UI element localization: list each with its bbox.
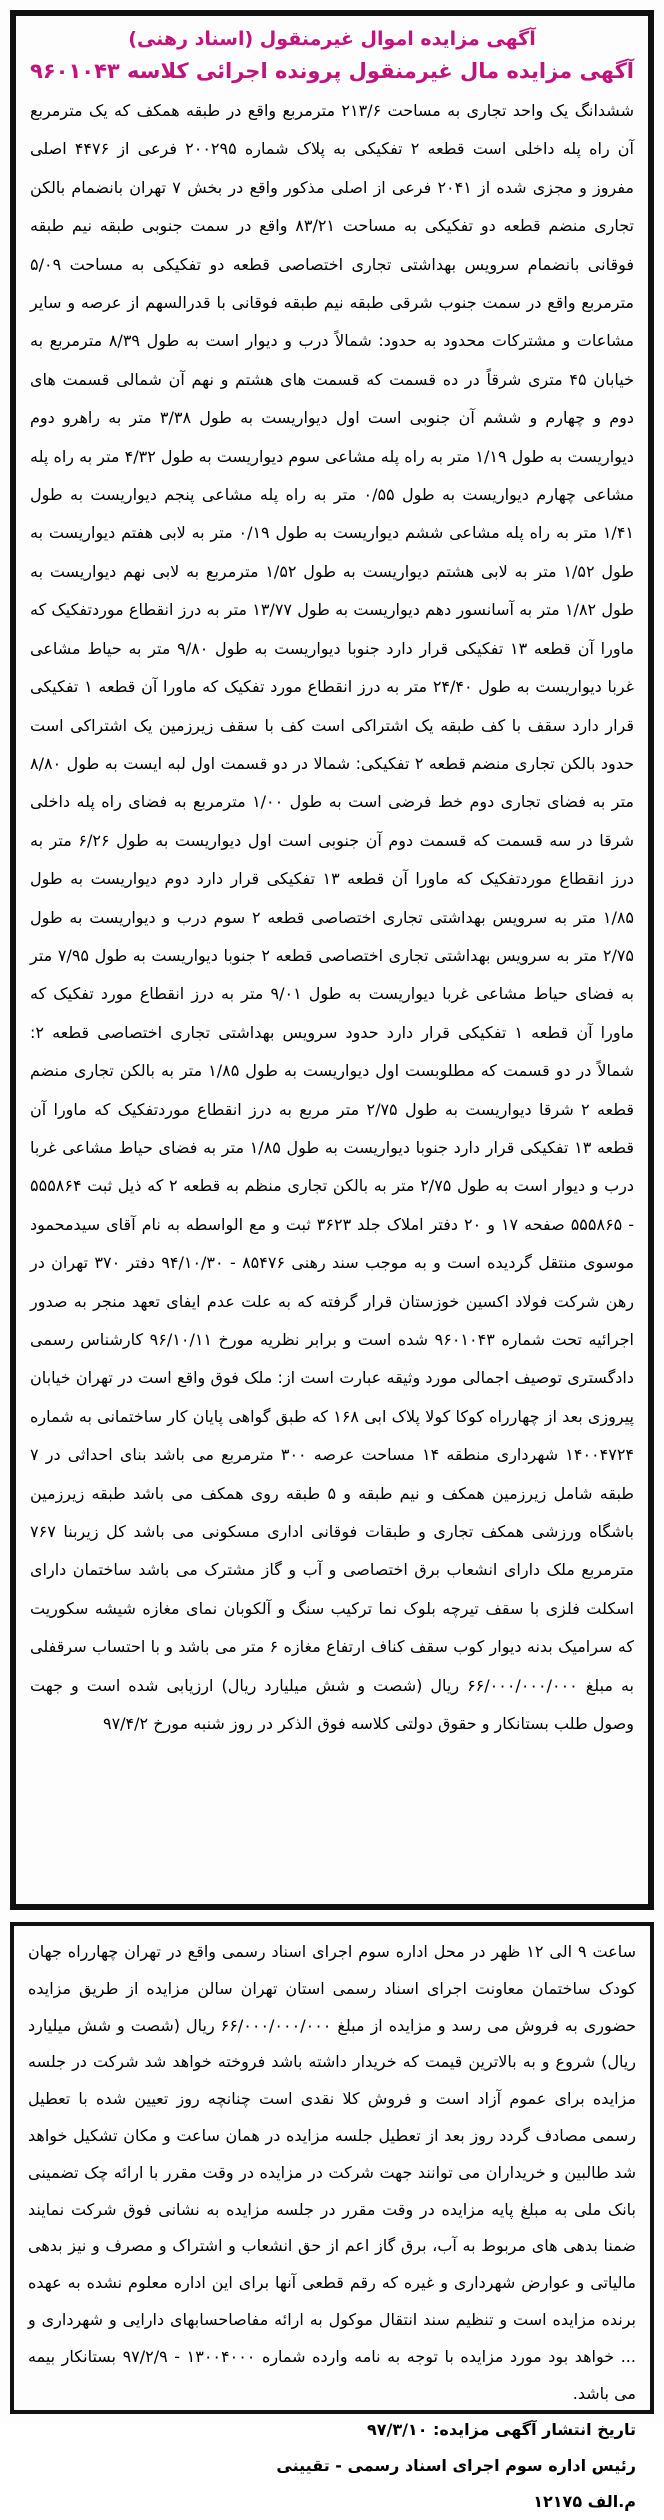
continuation-text: ساعت ۹ الی ۱۲ ظهر در محل اداره سوم اجرای اسناد رسمی واقع در تهران چهارراه جهان کودک ساختمان معاونت اجرای اسناد رسمی استان تهران سالن مزایده از طریق مزایده حضوری به فروش می رسد و مزایده از مبلغ ۶۶/۰۰۰/۰۰۰/۰۰۰ ریال (شصت و شش میلیارد ریال) شروع و به بالاترین قیمت که خریدار داشته باشد فروخته خواهد شد شرکت در جلسه مزایده برای عموم آزاد است و فروش کلا نقدی است چنانچه روز تعیین شده با تعطیل رسمی مصادف گردد روز بعد از تعطیل جلسه مزایده در همان ساعت و مکان تشکیل خواهد شد طالبین و خریداران می توانند جهت شرکت در مزایده در وقت مقرر با ارائه چک تضمینی بانک ملی به مبلغ پایه مزایده در وقت مقرر در جلسه مزایده به نشانی فوق شرکت نمایند ضمنا بدهی های مربوط به آب، برق گاز اعم از حق انشعاب و اشتراک و مصرف و نیز بدهی مالیاتی و عوارض شهرداری و غیره که رقم قطعی آنها برای این اداره معلوم نشده به عهده برنده مزایده است و تنظیم سند انتقال موکول به ارائه مفاصاحسابهای دارایی و شهرداری و ... خواهد بود مورد مزایده با توجه به نامه وارده شماره ۱۳۰۰۴۰۰۰ - ۹۷/۲/۹ بستانکار بیمه می باشد. xyxy=(28,1942,636,2403)
notice-title: آگهی مزایده اموال غیرمنقول (اسناد رهنی) xyxy=(128,28,536,50)
reference-number: م.الف ۱۲۱۷۵ xyxy=(533,2492,636,2512)
notice-subtitle: آگهی مزایده مال غیرمنقول پرونده اجرائی کلاسه ۹۶۰۱۰۴۳ xyxy=(30,59,634,83)
notice-body: ششدانگ یک واحد تجاری به مساحت ۲۱۳/۶ مترمربع واقع در طبقه همکف که یک مترمربع آن راه پله داخلی است قطعه ۲ تفکیکی به پلاک شماره ۲۰۰۲۹۵ فرعی از ۴۴۷۶ اصلی مفروز و مجزی شده از ۲۰۴۱ فرعی از اصلی مذکور واقع در بخش ۷ تهران بانضمام بالکن تجاری منضم قطعه دو تفکیکی به مساحت ۸۳/۲۱ واقع در سمت جنوبی طبقه نیم طبقه فوقانی بانضمام سرویس بهداشتی تجاری اختصاصی قطعه دو تفکیکی به مساحت ۵/۰۹ مترمربع واقع در سمت جنوب شرقی طبقه نیم طبقه فوقانی با قدرالسهم از عرصه و سایر مشاعات و مشترکات محدود به حدود: شمالاً درب و دیوار است به طول ۸/۳۹ مترمربع به خیابان ۴۵ متری شرقاً در ده قسمت که قسمت های هشتم و نهم آن شمالی قسمت های دوم و چهارم و ششم آن جنوبی است اول دیواریست به طول ۳/۳۸ متر به راهرو دوم دیواریست به طول ۱/۱۹ متر به راه پله مشاعی سوم دیواریست به طول ۴/۳۲ متر به راه پله مشاعی چهارم دیواریست به طول ۰/۵۵ متر به راه پله مشاعی پنجم دیواریست به طول ۱/۴۱ متر به راه پله مشاعی ششم دیواریست به طول ۰/۱۹ متر به لابی هفتم دیواریست به طول ۱/۵۲ متر به لابی هشتم دیواریست به طول ۱/۵۲ مترمربع به لابی نهم دیواریست به طول ۱/۸۲ متر به آسانسور دهم دیواریست به طول ۱۳/۷۷ متر به درز انقطاع موردتفکیک که ماورا آن قطعه ۱۳ تفکیکی قرار دارد جنوبا دیواریست به طول ۹/۸۰ متر به حیاط مشاعی غربا دیواریست به طول ۲۴/۴۰ متر به درز انقطاع مورد تفکیک که ماورا آن قطعه ۱ تفکیکی قرار دارد سقف با کف طبقه یک اشتراکی است کف با سقف زیرزمین یک اشتراکی است حدود بالکن تجاری منضم قطعه ۲ تفکیکی: شمالا در دو قسمت اول لبه ایست به طول ۸/۸۰ متر به فضای تجاری دوم خط فرضی است به طول ۱/۰۰ مترمربع به فضای راه پله داخلی شرقا در سه قسمت که قسمت دوم آن جنوبی است اول دیواریست به طول ۶/۲۶ متر به درز انقطاع موردتفکیک که ماورا آن قطعه ۱۳ تفکیکی قرار دارد دوم دیواریست به طول ۱/۸۵ متر به سرویس بهداشتی تجاری اختصاصی قطعه ۲ سوم درب و دیواریست به طول ۲/۷۵ متر به سرویس بهداشتی تجاری اختصاصی قطعه ۲ جنوبا دیواریست به طول ۷/۹۵ متر به فضای حیاط مشاعی غربا دیواریست به طول ۹/۰۱ متر به درز انقطاع مورد تفکیک که ماورا آن قطعه ۱ تفکیکی قرار دارد حدود سرویس بهداشتی تجاری اختصاصی قطعه ۲: شمالاً در دو قسمت که مطلوبست اول دیواریست به طول ۱/۸۵ متر به بالکن تجاری منضم قطعه ۲ شرقا دیواریست به طول ۲/۷۵ متر مربع به درز انقطاع موردتفکیک که ماورا آن قطعه ۱۳ تفکیکی قرار دارد جنوبا دیواریست به طول ۱/۸۵ متر به فضای حیاط مشاعی غربا درب و دیوار است به طول ۲/۷۵ متر به بالکن تجاری منظم به قطعه ۲ که ذیل ثبت ۵۵۵۸۶۴ - ۵۵۵۸۶۵ صفحه ۱۷ و ۲۰ دفتر املاک جلد ۳۶۲۳ ثبت و مع الواسطه به نام آقای سیدمحمود موسوی منتقل گردیده است و به موجب سند رهنی ۸۵۴۷۶ - ۹۴/۱۰/۳۰ دفتر ۳۷۰ تهران در رهن شرکت فولاد اکسین خوزستان قرار گرفته که به علت عدم ایفای تعهد منجر به صدور اجرائیه تحت شماره ۹۶۰۱۰۴۳ شده است و برابر نظریه مورخ ۹۶/۱۰/۱۱ کارشناس رسمی دادگستری توصیف اجمالی مورد وثیقه عبارت است از: ملک فوق واقع است در تهران خیابان پیروزی بعد از چهارراه کوکا کولا پلاک ابی ۱۶۸ که طبق گواهی پایان کار ساختمانی به شماره ۱۴۰۰۴۷۲۴ شهرداری منطقه ۱۴ مساحت عرصه ۳۰۰ مترمربع می باشد بنای احداثی در ۷ طبقه شامل زیرزمین همکف و نیم طبقه و ۵ طبقه روی همکف می باشد طبقه زیرزمین باشگاه ورزشی همکف تجاری و طبقات فوقانی اداری مسکونی می باشد کل زیربنا ۷۶۷ مترمربع ملک دارای انشعاب برق اختصاصی و آب و گاز مشترک می باشد ساختمان دارای اسکلت فلزی با سقف تیرچه بلوک نما ترکیب سنگ و آلکوبان نمای مغازه شیشه سکوریت که سرامیک بدنه دیوار کوب سقف کناف ارتفاع مغازه ۶ متر می باشد و با احتساب سرقفلی به مبلغ ۶۶/۰۰۰/۰۰۰/۰۰۰ ریال (شصت و شش میلیارد ریال) ارزیابی شده است و جهت وصول طلب بستانکار و حقوق دولتی کلاسه فوق الذکر در روز شنبه مورخ ۹۷/۴/۲ xyxy=(30,101,635,1734)
auction-notice-continuation xyxy=(10,1922,654,2512)
publish-date: تاریخ انتشار آگهی مزایده: ۹۷/۳/۱۰ xyxy=(366,2420,636,2440)
auction-notice-main xyxy=(10,10,654,1910)
signature: رئیس اداره سوم اجرای اسناد رسمی - تقیینی xyxy=(276,2456,636,2476)
